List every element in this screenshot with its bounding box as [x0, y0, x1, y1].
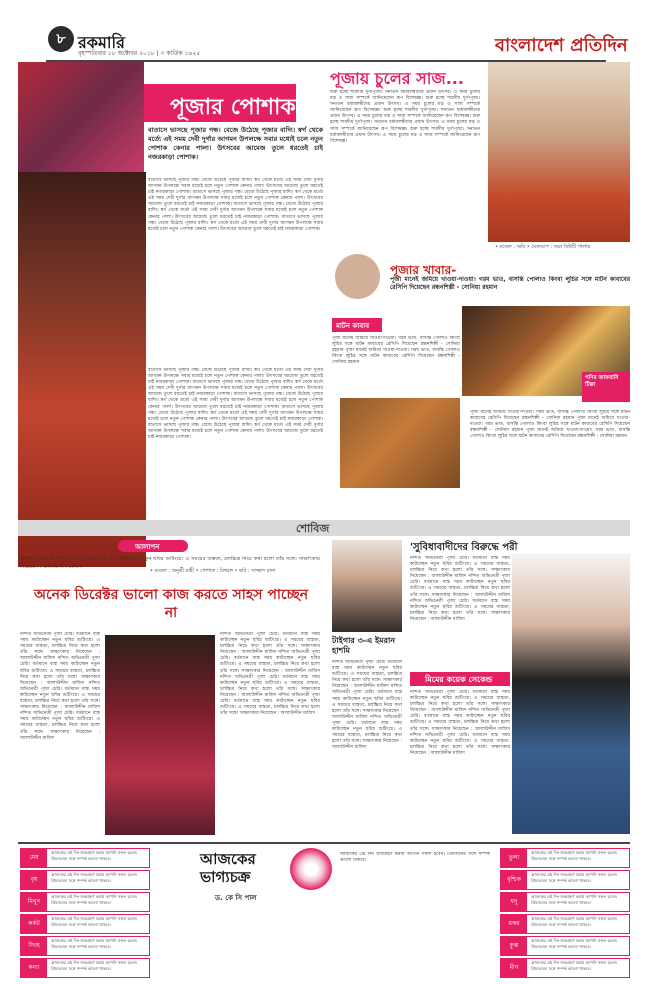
- mimi-title: মিমের কয়েক সেকেন্ড: [425, 675, 493, 684]
- hair-caption: • মডেল : অমি • মেকআপ : অরা বিউটি পার্লার: [495, 244, 591, 250]
- horoscope-sign-box: [20, 914, 150, 934]
- kabab-title: মাটন কাবাব: [336, 322, 370, 330]
- hair-intro: শুরু হচ্ছে শারদীয় দুর্গাপূজা। সনাতন ধর্মাবলম্বীদের প্রধান উৎসব। এ সময় চুলের যত্ন ও সাজ সম্পর্কে জানিয়েছেন রূপ বিশেষজ্ঞ। শুরু হচ্ছে শারদীয় দুর্গাপূজা। সনাতন ধর্মাবলম্বীদের প্রধান উৎসব। এ সময় চুলের যত্ন ও সাজ সম্পর্কে জানিয়েছেন রূপ বিশেষজ্ঞ। শুরু হচ্ছে শারদীয় দুর্গাপূজা। সনাতন ধর্মাবলম্বীদের প্রধান উৎসব। এ সময় চুলের যত্ন ও সাজ সম্পর্কে জানিয়েছেন রূপ বিশেষজ্ঞ। শুরু হচ্ছে শারদীয় দুর্গাপূজা। সনাতন ধর্মাবলম্বীদের প্রধান উৎসব। এ সময় চুলের যত্ন ও সাজ সম্পর্কে জানিয়েছেন রূপ বিশেষজ্ঞ। শুরু হচ্ছে শারদীয় দুর্গাপূজা। সনাতন ধর্মাবলম্বীদের প্রধান উৎসব। এ সময় চুলের যত্ন ও সাজ সম্পর্কে জানিয়েছেন রূপ বিশেষজ্ঞ।: [330, 90, 480, 144]
- horoscope-sign-text: আজকের এই দিন জন্মগ্রহণ করায় আপনি সফল হবেন। প্রিয়জনের সঙ্গে সম্পর্ক ভালো থাকবে।: [51, 938, 138, 949]
- horoscope-title: আজকের ভাগ্যচক্র: [200, 850, 256, 886]
- kabab-recipe: পূজা মানেই জমিয়ে খাওয়া-দাওয়া। গরম ভাত, বাসন্তি পোলাও কিংবা লুচির সঙ্গে মাটন কাবাবের রেসিপি দিয়েছেন রন্ধনশিল্পী - সোনিয়া রহমান পূজা মানেই জমিয়ে খাওয়া-দাওয়া। গরম ভাত, বাসন্তি পোলাও কিংবা লুচির সঙ্গে মাটন কাবাবের রেসিপি দিয়েছেন রন্ধনশিল্পী - সোনিয়া রহমান: [332, 336, 460, 366]
- horoscope-sign-box: [500, 958, 630, 978]
- alap-label: আলাপন: [135, 543, 160, 551]
- pori-title: 'সুবিধাবাদীদের বিরুদ্ধে পরী: [410, 542, 518, 553]
- showbiz-banner-title: শোবিজ: [296, 522, 330, 535]
- horoscope-sign-box: [500, 914, 630, 934]
- horoscope-sign-box: [500, 892, 630, 912]
- horoscope-sign-label: কর্কট: [21, 915, 47, 933]
- tiger-body: নন্দিত অভিনেত্রী পূজা চেরি। বর্তমানে ব্যস্ত সময় কাটাচ্ছেন নতুন ছবির শুটিংয়ে। এ সময়ের ব্যস্ততা, চলচ্চিত্র নিয়ে কথা হলো তাঁর সঙ্গে। সাক্ষাৎকার নিয়েছেন : আলাউদ্দীন মাজিদ নন্দিত অভিনেত্রী পূজা চেরি। বর্তমানে ব্যস্ত সময় কাটাচ্ছেন নতুন ছবির শুটিংয়ে। এ সময়ের ব্যস্ততা, চলচ্চিত্র নিয়ে কথা হলো তাঁর সঙ্গে। সাক্ষাৎকার নিয়েছেন : আলাউদ্দীন মাজিদ নন্দিত অভিনেত্রী পূজা চেরি। বর্তমানে ব্যস্ত সময় কাটাচ্ছেন নতুন ছবির শুটিংয়ে। এ সময়ের ব্যস্ততা, চলচ্চিত্র নিয়ে কথা হলো তাঁর সঙ্গে। সাক্ষাৎকার নিয়েছেন : আলাউদ্দীন মাজিদ: [332, 660, 402, 751]
- horoscope-sign-text: আজকের এই দিন জন্মগ্রহণ করায় আপনি সফল হবেন। প্রিয়জনের সঙ্গে সম্পর্ক ভালো থাকবে।: [51, 872, 138, 883]
- horoscope-sign-text: আজকের এই দিন জন্মগ্রহণ করায় আপনি সফল হবেন। প্রিয়জনের সঙ্গে সম্পর্ক ভালো থাকবে।: [531, 850, 618, 861]
- tiger-title: টাইগার ৩-এ ইমরান হাশমি: [332, 636, 396, 655]
- alap-body-right: নন্দিত অভিনেত্রী পূজা চেরি। বর্তমানে ব্যস্ত সময় কাটাচ্ছেন নতুন ছবির শুটিংয়ে। এ সময়ের ব্যস্ততা, চলচ্চিত্র নিয়ে কথা হলো তাঁর সঙ্গে। সাক্ষাৎকার নিয়েছেন : আলাউদ্দীন মাজিদ নন্দিত অভিনেত্রী পূজা চেরি। বর্তমানে ব্যস্ত সময় কাটাচ্ছেন নতুন ছবির শুটিংয়ে। এ সময়ের ব্যস্ততা, চলচ্চিত্র নিয়ে কথা হলো তাঁর সঙ্গে। সাক্ষাৎকার নিয়েছেন : আলাউদ্দীন মাজিদ নন্দিত অভিনেত্রী পূজা চেরি। বর্তমানে ব্যস্ত সময় কাটাচ্ছেন নতুন ছবির শুটিংয়ে। এ সময়ের ব্যস্ততা, চলচ্চিত্র নিয়ে কথা হলো তাঁর সঙ্গে। সাক্ষাৎকার নিয়েছেন : আলাউদ্দীন মাজিদ নন্দিত অভিনেত্রী পূজা চেরি। বর্তমানে ব্যস্ত সময় কাটাচ্ছেন নতুন ছবির শুটিংয়ে। এ সময়ের ব্যস্ততা, চলচ্চিত্র নিয়ে কথা হলো তাঁর সঙ্গে। সাক্ষাৎকার নিয়েছেন : আলাউদ্দীন মাজিদ: [220, 632, 320, 717]
- pori-body: নন্দিত অভিনেত্রী পূজা চেরি। বর্তমানে ব্যস্ত সময় কাটাচ্ছেন নতুন ছবির শুটিংয়ে। এ সময়ের ব্যস্ততা, চলচ্চিত্র নিয়ে কথা হলো তাঁর সঙ্গে। সাক্ষাৎকার নিয়েছেন : আলাউদ্দীন মাজিদ নন্দিত অভিনেত্রী পূজা চেরি। বর্তমানে ব্যস্ত সময় কাটাচ্ছেন নতুন ছবির শুটিংয়ে। এ সময়ের ব্যস্ততা, চলচ্চিত্র নিয়ে কথা হলো তাঁর সঙ্গে। সাক্ষাৎকার নিয়েছেন : আলাউদ্দীন মাজিদ নন্দিত অভিনেত্রী পূজা চেরি। বর্তমানে ব্যস্ত সময় কাটাচ্ছেন নতুন ছবির শুটিংয়ে। এ সময়ের ব্যস্ততা, চলচ্চিত্র নিয়ে কথা হলো তাঁর সঙ্গে। সাক্ষাৎকার নিয়েছেন : আলাউদ্দীন মাজিদ: [410, 556, 510, 622]
- horoscope-sign-text: আজকের এই দিন জন্মগ্রহণ করায় আপনি সফল হবেন। প্রিয়জনের সঙ্গে সম্পর্ক ভালো থাকবে।: [51, 850, 138, 861]
- horoscope-sign-box: [20, 958, 150, 978]
- horoscope-sign-label: কুম্ভ: [501, 937, 527, 955]
- horoscope-sign-label: মিথুন: [21, 893, 47, 911]
- zodiac-wheel-icon: [290, 848, 332, 890]
- horoscope-sign-label: মেষ: [21, 849, 47, 867]
- tiger-photo: [332, 540, 402, 632]
- horoscope-sign-label: সিংহ: [21, 937, 47, 955]
- horoscope-sign-text: আজকের এই দিন জন্মগ্রহণ করায় আপনি সফল হবেন। প্রিয়জনের সঙ্গে সম্পর্ক ভালো থাকবে।: [51, 960, 138, 971]
- masthead: বাংলাদেশ প্রতিদিন: [495, 35, 628, 56]
- paneer-title: পনির জাফরানি টিক্কা: [585, 375, 619, 388]
- horoscope-sign-label: মীন: [501, 959, 527, 977]
- section-title: রকমারি: [78, 33, 125, 52]
- dateline: বৃহস্পতিবার ১৮ অক্টোবর ২০১৮ | ৩ কার্তিক ১৪২৫: [78, 50, 201, 57]
- horoscope-sign-label: তুলা: [501, 849, 527, 867]
- horoscope-sign-box: [500, 848, 630, 868]
- horoscope-sign-label: বৃষ: [21, 871, 47, 889]
- horoscope-sign-text: আজকের এই দিন জন্মগ্রহণ করায় আপনি সফল হবেন। প্রিয়জনের সঙ্গে সম্পর্ক ভালো থাকবে।: [531, 872, 618, 883]
- horoscope-sign-box: [20, 848, 150, 868]
- food-title: পূজার খাবার-: [390, 263, 457, 277]
- horoscope-sign-label: কন্যা: [21, 959, 47, 977]
- horoscope-sign-box: [20, 892, 150, 912]
- fashion-caption: • মডেল : অনুশ্রী মাহী • পোশাক : বিশ্বরঙ্গ • ছবি : সাজ্জাদ রানা: [150, 568, 276, 574]
- alap-headline: অনেক ডিরেক্টর ভালো কাজ করতে সাহস পাচ্ছেন না: [33, 587, 309, 621]
- mimi-body: নন্দিত অভিনেত্রী পূজা চেরি। বর্তমানে ব্যস্ত সময় কাটাচ্ছেন নতুন ছবির শুটিংয়ে। এ সময়ের ব্যস্ততা, চলচ্চিত্র নিয়ে কথা হলো তাঁর সঙ্গে। সাক্ষাৎকার নিয়েছেন : আলাউদ্দীন মাজিদ নন্দিত অভিনেত্রী পূজা চেরি। বর্তমানে ব্যস্ত সময় কাটাচ্ছেন নতুন ছবির শুটিংয়ে। এ সময়ের ব্যস্ততা, চলচ্চিত্র নিয়ে কথা হলো তাঁর সঙ্গে। সাক্ষাৎকার নিয়েছেন : আলাউদ্দীন মাজিদ নন্দিত অভিনেত্রী পূজা চেরি। বর্তমানে ব্যস্ত সময় কাটাচ্ছেন নতুন ছবির শুটিংয়ে। এ সময়ের ব্যস্ততা, চলচ্চিত্র নিয়ে কথা হলো তাঁর সঙ্গে। সাক্ষাৎকার নিয়েছেন : আলাউদ্দীন মাজিদ: [410, 690, 510, 756]
- horoscope-sign-box: [500, 870, 630, 890]
- horoscope-sign-box: [20, 870, 150, 890]
- fashion-body: বাতাসে ভাসছে পূজার গন্ধ। বেজে উঠেছে পূজার বাদ্যি। স্বর্গ থেকে মর্ত্যে এই সময় দেবী দুর্গার আগমন উপলক্ষে সবার মধ্যেই চলে নতুন পোশাক কেনার পালা। উৎসবের আমেজ তুলে ধরতেই চাই নজরকাড়া পোশাক। বাতাসে ভাসছে পূজার গন্ধ। বেজে উঠেছে পূজার বাদ্যি। স্বর্গ থেকে মর্ত্যে এই সময় দেবী দুর্গার আগমন উপলক্ষে সবার মধ্যেই চলে নতুন পোশাক কেনার পালা। উৎসবের আমেজ তুলে ধরতেই চাই নজরকাড়া পোশাক। বাতাসে ভাসছে পূজার গন্ধ। বেজে উঠেছে পূজার বাদ্যি। স্বর্গ থেকে মর্ত্যে এই সময় দেবী দুর্গার আগমন উপলক্ষে সবার মধ্যেই চলে নতুন পোশাক কেনার পালা। উৎসবের আমেজ তুলে ধরতেই চাই নজরকাড়া পোশাক। বাতাসে ভাসছে পূজার গন্ধ। বেজে উঠেছে পূজার বাদ্যি। স্বর্গ থেকে মর্ত্যে এই সময় দেবী দুর্গার আগমন উপলক্ষে সবার মধ্যেই চলে নতুন পোশাক কেনার পালা। উৎসবের আমেজ তুলে ধরতেই চাই নজরকাড়া পোশাক।: [148, 178, 323, 232]
- fashion-lead: বাতাসে ভাসছে পূজার গন্ধ। বেজে উঠেছে পূজার বাদ্যি। স্বর্গ থেকে মর্ত্যে এই সময় দেবী দুর্গার আগমন উপলক্ষে সবার মধ্যেই চলে নতুন পোশাক কেনার পালা। উৎসবের আমেজ তুলে ধরতেই চাই নজরকাড়া পোশাক।: [148, 126, 323, 161]
- chef-photo: [335, 254, 380, 299]
- horoscope-sign-label: মকর: [501, 915, 527, 933]
- fashion-body-2: বাতাসে ভাসছে পূজার গন্ধ। বেজে উঠেছে পূজার বাদ্যি। স্বর্গ থেকে মর্ত্যে এই সময় দেবী দুর্গার আগমন উপলক্ষে সবার মধ্যেই চলে নতুন পোশাক কেনার পালা। উৎসবের আমেজ তুলে ধরতেই চাই নজরকাড়া পোশাক। বাতাসে ভাসছে পূজার গন্ধ। বেজে উঠেছে পূজার বাদ্যি। স্বর্গ থেকে মর্ত্যে এই সময় দেবী দুর্গার আগমন উপলক্ষে সবার মধ্যেই চলে নতুন পোশাক কেনার পালা। উৎসবের আমেজ তুলে ধরতেই চাই নজরকাড়া পোশাক। বাতাসে ভাসছে পূজার গন্ধ। বেজে উঠেছে পূজার বাদ্যি। স্বর্গ থেকে মর্ত্যে এই সময় দেবী দুর্গার আগমন উপলক্ষে সবার মধ্যেই চলে নতুন পোশাক কেনার পালা। উৎসবের আমেজ তুলে ধরতেই চাই নজরকাড়া পোশাক। বাতাসে ভাসছে পূজার গন্ধ। বেজে উঠেছে পূজার বাদ্যি। স্বর্গ থেকে মর্ত্যে এই সময় দেবী দুর্গার আগমন উপলক্ষে সবার মধ্যেই চলে নতুন পোশাক কেনার পালা। উৎসবের আমেজ তুলে ধরতেই চাই নজরকাড়া পোশাক। বাতাসে ভাসছে পূজার গন্ধ। বেজে উঠেছে পূজার বাদ্যি। স্বর্গ থেকে মর্ত্যে এই সময় দেবী দুর্গার আগমন উপলক্ষে সবার মধ্যেই চলে নতুন পোশাক কেনার পালা। উৎসবের আমেজ তুলে ধরতেই চাই নজরকাড়া পোশাক।: [148, 368, 323, 441]
- page-number: ৮: [48, 26, 74, 52]
- horoscope-sign-text: আজকের এই দিন জন্মগ্রহণ করায় আপনি সফল হবেন। প্রিয়জনের সঙ্গে সম্পর্ক ভালো থাকবে।: [531, 960, 618, 971]
- paneer-recipe: পূজা মানেই জমিয়ে খাওয়া-দাওয়া। গরম ভাত, বাসন্তি পোলাও কিংবা লুচির সঙ্গে মাটন কাবাবের রেসিপি দিয়েছেন রন্ধনশিল্পী - সোনিয়া রহমান পূজা মানেই জমিয়ে খাওয়া-দাওয়া। গরম ভাত, বাসন্তি পোলাও কিংবা লুচির সঙ্গে মাটন কাবাবের রেসিপি দিয়েছেন রন্ধনশিল্পী - সোনিয়া রহমান পূজা মানেই জমিয়ে খাওয়া-দাওয়া। গরম ভাত, বাসন্তি পোলাও কিংবা লুচির সঙ্গে মাটন কাবাবের রেসিপি দিয়েছেন রন্ধনশিল্পী - সোনিয়া রহমান: [470, 410, 630, 440]
- fashion-photo-group: [18, 62, 144, 172]
- horoscope-sign-label: ধনু: [501, 893, 527, 911]
- food-intro: পূজা মানেই জমিয়ে খাওয়া-দাওয়া। গরম ভাত, বাসন্তি পোলাও কিংবা লুচির সঙ্গে মাটন কাবাবের রেসিপি দিয়েছেন রন্ধনশিল্পী - সোনিয়া রহমান: [390, 276, 630, 291]
- fashion-title: পূজার পোশাক: [170, 95, 296, 120]
- pori-photo: [512, 554, 630, 834]
- horoscope-sign-text: আজকের এই দিন জন্মগ্রহণ করায় আপনি সফল হবেন। প্রিয়জনের সঙ্গে সম্পর্ক ভালো থাকবে।: [531, 938, 618, 949]
- horoscope-sign-box: [20, 936, 150, 956]
- horoscope-intro: আজকের এই দিন জন্মগ্রহণ করায় আপনি সফল হবেন। প্রিয়জনের সঙ্গে সম্পর্ক ভালো থাকবে।: [340, 852, 490, 864]
- horoscope-sign-box: [500, 936, 630, 956]
- horoscope-sign-text: আজকের এই দিন জন্মগ্রহণ করায় আপনি সফল হবেন। প্রিয়জনের সঙ্গে সম্পর্ক ভালো থাকবে।: [51, 894, 138, 905]
- paneer-photo: [340, 398, 460, 488]
- hair-title: পূজায় চুলের সাজ...: [330, 69, 464, 88]
- alap-intro: নন্দিত অভিনেত্রী পূজা চেরি। বর্তমানে ব্যস্ত সময় কাটাচ্ছেন নতুন ছবির শুটিংয়ে। এ সময়ের ব্যস্ততা, চলচ্চিত্র নিয়ে কথা হলো তাঁর সঙ্গে। সাক্ষাৎকার নিয়েছেন : আলাউদ্দীন মাজিদ: [20, 556, 320, 570]
- alap-photo: [105, 635, 215, 835]
- alap-body-left: নন্দিত অভিনেত্রী পূজা চেরি। বর্তমানে ব্যস্ত সময় কাটাচ্ছেন নতুন ছবির শুটিংয়ে। এ সময়ের ব্যস্ততা, চলচ্চিত্র নিয়ে কথা হলো তাঁর সঙ্গে। সাক্ষাৎকার নিয়েছেন : আলাউদ্দীন মাজিদ নন্দিত অভিনেত্রী পূজা চেরি। বর্তমানে ব্যস্ত সময় কাটাচ্ছেন নতুন ছবির শুটিংয়ে। এ সময়ের ব্যস্ততা, চলচ্চিত্র নিয়ে কথা হলো তাঁর সঙ্গে। সাক্ষাৎকার নিয়েছেন : আলাউদ্দীন মাজিদ নন্দিত অভিনেত্রী পূজা চেরি। বর্তমানে ব্যস্ত সময় কাটাচ্ছেন নতুন ছবির শুটিংয়ে। এ সময়ের ব্যস্ততা, চলচ্চিত্র নিয়ে কথা হলো তাঁর সঙ্গে। সাক্ষাৎকার নিয়েছেন : আলাউদ্দীন মাজিদ নন্দিত অভিনেত্রী পূজা চেরি। বর্তমানে ব্যস্ত সময় কাটাচ্ছেন নতুন ছবির শুটিংয়ে। এ সময়ের ব্যস্ততা, চলচ্চিত্র নিয়ে কথা হলো তাঁর সঙ্গে। সাক্ষাৎকার নিয়েছেন : আলাউদ্দীন মাজিদ: [20, 632, 100, 741]
- hair-model-photo: [488, 62, 630, 242]
- horoscope-sign-text: আজকের এই দিন জন্মগ্রহণ করায় আপনি সফল হবেন। প্রিয়জনের সঙ্গে সম্পর্ক ভালো থাকবে।: [531, 894, 618, 905]
- horoscope-sign-text: আজকের এই দিন জন্মগ্রহণ করায় আপনি সফল হবেন। প্রিয়জনের সঙ্গে সম্পর্ক ভালো থাকবে।: [531, 916, 618, 927]
- horoscope-author: ড. কে সি পাল: [215, 894, 257, 902]
- horoscope-sign-text: আজকের এই দিন জন্মগ্রহণ করায় আপনি সফল হবেন। প্রিয়জনের সঙ্গে সম্পর্ক ভালো থাকবে।: [51, 916, 138, 927]
- horoscope-sign-label: বৃশ্চিক: [501, 871, 527, 889]
- fashion-model-photo: [18, 172, 146, 567]
